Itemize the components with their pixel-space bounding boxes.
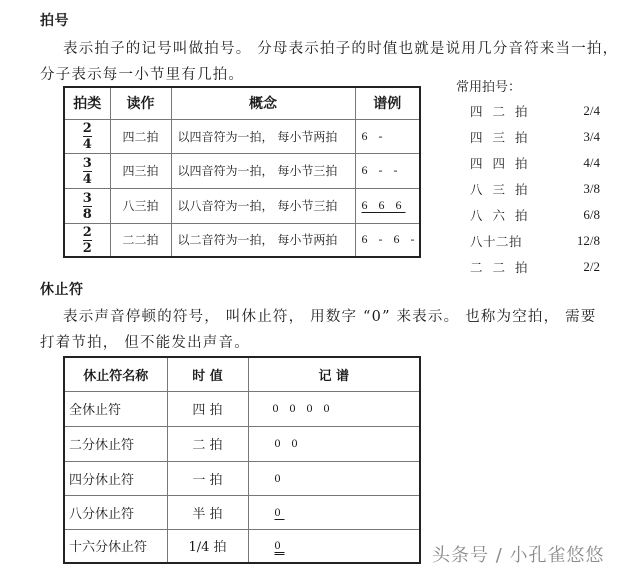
reading-cell: 四三拍: [110, 153, 171, 188]
table-row: [64, 461, 420, 495]
item-value: 12/8: [576, 233, 600, 248]
common-title: 常用拍号：: [456, 80, 522, 95]
rest-paragraph-line1: 表示声音停顿的符号， 叫休止符， 用数字 “0” 来表示。 也称为空拍， 需要: [63, 309, 597, 325]
item-name: 二 二 拍: [470, 260, 531, 275]
duration-cell: 二 拍: [167, 426, 248, 461]
underlined-notes: 6 6 6: [361, 198, 406, 212]
item-name: 八 六 拍: [470, 208, 531, 223]
concept-cell: 以八音符为一拍， 每小节三拍: [171, 188, 355, 223]
list-item: [470, 124, 600, 150]
duration-cell: 半 拍: [167, 495, 248, 529]
rest-name-cell: 十六分休止符: [64, 529, 167, 563]
table-header-row: [64, 87, 420, 119]
time-signature-paragraph-line1: 表示拍子的记号叫做拍号。 分母表示拍子的时值也就是说用几分音符来当一拍，: [63, 41, 619, 57]
header-notation: 记 谱: [248, 357, 420, 391]
notation-cell: 0: [248, 461, 420, 495]
notation-cell: [248, 495, 420, 529]
double-underlined-rest: 0: [274, 538, 285, 553]
item-name: 四 三 拍: [470, 130, 531, 145]
fraction-cell: [64, 188, 110, 223]
notation-cell: 0 0 0 0: [248, 391, 420, 426]
concept-cell: 以四音符为一拍， 每小节三拍: [171, 153, 355, 188]
item-value: 2/4: [583, 103, 600, 118]
fraction: [83, 192, 92, 221]
reading-cell: 二二拍: [110, 223, 171, 257]
table-row: [64, 495, 420, 529]
header-duration: 时 值: [167, 357, 248, 391]
header-example: 谱例: [355, 87, 420, 119]
denominator: 4: [82, 137, 92, 152]
rest-name-cell: 二分休止符: [64, 426, 167, 461]
header-concept: 概念: [171, 87, 355, 119]
concept-cell: 以二音符为一拍， 每小节两拍: [171, 223, 355, 257]
header-rest-name: 休止符名称: [64, 357, 167, 391]
notation-cell: 0 0: [248, 426, 420, 461]
example-cell: 6 -: [355, 119, 420, 153]
table-row: [64, 426, 420, 461]
fraction-cell: [64, 153, 110, 188]
item-value: 2/2: [583, 259, 600, 274]
rest-name-cell: 全休止符: [64, 391, 167, 426]
concept-cell: 以四音符为一拍， 每小节两拍: [171, 119, 355, 153]
example-cell: [355, 188, 420, 223]
fraction: [83, 226, 92, 255]
list-item: [470, 254, 600, 280]
duration-cell: 1/4 拍: [167, 529, 248, 563]
rest-heading: 休止符: [40, 282, 84, 298]
example-cell: 6 - -: [355, 153, 420, 188]
denominator: 8: [82, 206, 92, 222]
rest-name-cell: 四分休止符: [64, 461, 167, 495]
list-item: [470, 176, 600, 202]
table-row: [64, 223, 420, 257]
item-name: 四 四 拍: [470, 156, 531, 171]
item-name: 四 二 拍: [470, 104, 531, 119]
numerator: 2: [82, 121, 92, 136]
list-item: [470, 202, 600, 228]
list-item: [470, 228, 600, 254]
numerator: 3: [82, 190, 92, 206]
item-name: 八十二拍: [470, 234, 523, 249]
numerator: 3: [82, 155, 92, 171]
time-signature-paragraph-line2: 分子表示每一小节里有几拍。: [40, 67, 245, 83]
item-value: 6/8: [583, 207, 600, 222]
fraction-cell: [64, 119, 110, 153]
item-value: 4/4: [583, 155, 600, 170]
table-row: [64, 529, 420, 563]
item-value: 3/8: [583, 181, 600, 196]
item-name: 八 三 拍: [470, 182, 531, 197]
denominator: 4: [82, 171, 92, 187]
table-header-row: [64, 357, 420, 391]
numerator: 2: [82, 224, 92, 240]
list-item: [470, 98, 600, 124]
reading-cell: 四二拍: [110, 119, 171, 153]
table-row: [64, 188, 420, 223]
rest-table: [63, 356, 421, 564]
table-row: [64, 153, 420, 188]
underlined-rest: 0: [274, 504, 285, 519]
list-item: [470, 150, 600, 176]
fraction: [83, 122, 92, 151]
notation-cell: [248, 529, 420, 563]
table-row: [64, 391, 420, 426]
duration-cell: 四 拍: [167, 391, 248, 426]
item-value: 3/4: [583, 129, 600, 144]
fraction: [83, 157, 92, 186]
time-signature-heading: 拍号: [40, 13, 69, 29]
duration-cell: 一 拍: [167, 461, 248, 495]
watermark: 头条号 / 小孔雀悠悠: [432, 545, 605, 566]
reading-cell: 八三拍: [110, 188, 171, 223]
header-type: 拍类: [64, 87, 110, 119]
example-cell: 6 - 6 -: [355, 223, 420, 257]
fraction-cell: [64, 223, 110, 257]
header-reading: 读作: [110, 87, 171, 119]
rest-name-cell: 八分休止符: [64, 495, 167, 529]
table-row: [64, 119, 420, 153]
common-time-signatures: [456, 76, 600, 280]
time-signature-table: [63, 86, 421, 258]
rest-paragraph-line2: 打着节拍， 但不能发出声音。: [40, 335, 250, 351]
denominator: 2: [82, 240, 92, 256]
